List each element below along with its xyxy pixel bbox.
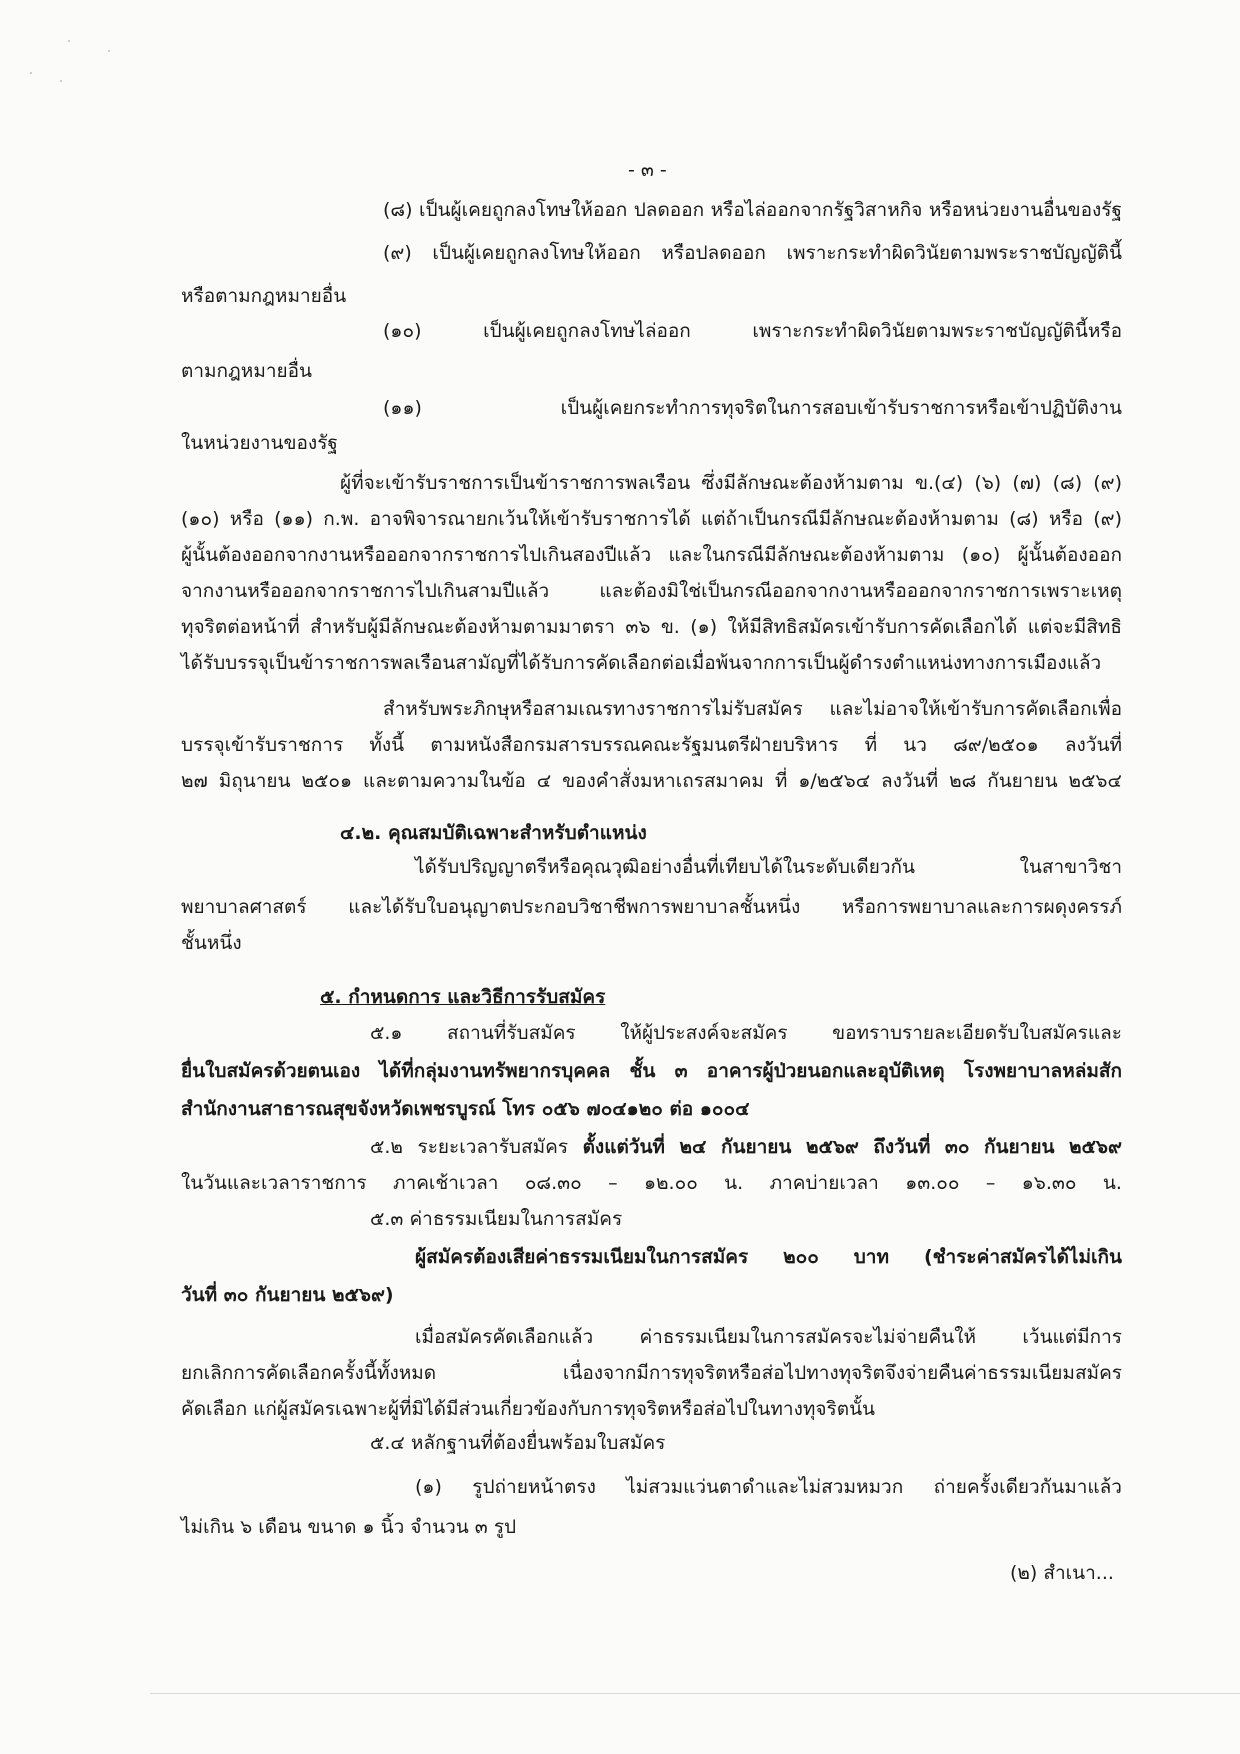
section-heading: ๕. กำหนดการ และวิธีการรับสมัคร bbox=[320, 986, 606, 1008]
text-line: ๕.๒ ระยะเวลารับสมัคร ตั้งแต่วันที่ ๒๔ กันยายน ๒๕๖๙ ถึงวันที่ ๓๐ กันยายน ๒๕๖๙ bbox=[370, 1136, 1122, 1158]
scan-speck bbox=[68, 40, 70, 42]
text-line: ๕.๔ หลักฐานที่ต้องยื่นพร้อมใบสมัคร bbox=[370, 1432, 666, 1454]
text-line: (๑๑) เป็นผู้เคยกระทำการทุจริตในการสอบเข้ารับราชการหรือเข้าปฏิบัติงาน bbox=[383, 397, 1122, 419]
text-line: ทุจริตต่อหน้าที่ สำหรับผู้มีลักษณะต้องห้ามตามมาตรา ๓๖ ข. (๑) ให้มีสิทธิสมัครเข้ารับการคัดเลือกได้ แต่จะมีสิทธิ bbox=[181, 616, 1122, 638]
text-line: ตามกฎหมายอื่น bbox=[181, 360, 313, 382]
text-line: ไม่เกิน ๖ เดือน ขนาด ๑ นิ้ว จำนวน ๓ รูป bbox=[181, 1516, 517, 1538]
text-line: ในวันและเวลาราชการ ภาคเช้าเวลา ๐๘.๓๐ – ๑๒.๐๐ น. ภาคบ่ายเวลา ๑๓.๐๐ – ๑๖.๓๐ น. bbox=[181, 1172, 1122, 1194]
text-line: สำนักงานสาธารณสุขจังหวัดเพชรบูรณ์ โทร ๐๕๖ ๗๐๔๑๒๐ ต่อ ๑๐๐๔ bbox=[181, 1098, 750, 1120]
text-line: เมื่อสมัครคัดเลือกแล้ว ค่าธรรมเนียมในการสมัครจะไม่จ่ายคืนให้ เว้นแต่มีการ bbox=[415, 1326, 1122, 1348]
text-line: ชั้นหนึ่ง bbox=[181, 932, 242, 954]
continuation-note: (๒) สำเนา... bbox=[1010, 1562, 1114, 1584]
text-line: (๙) เป็นผู้เคยถูกลงโทษให้ออก หรือปลดออก เพราะกระทำผิดวินัยตามพระราชบัญญัตินี้ bbox=[383, 242, 1122, 264]
text-line: ผู้นั้นต้องออกจากงานหรือออกจากราชการไปเกินสองปีแล้ว และในกรณีมีลักษณะต้องห้ามตาม (๑๐) ผู้นั้นต้องออก bbox=[181, 544, 1122, 566]
scan-speck bbox=[60, 80, 62, 82]
text-line: พยาบาลศาสตร์ และได้รับใบอนุญาตประกอบวิชาชีพการพยาบาลชั้นหนึ่ง หรือการพยาบาลและการผดุงครรภ์ bbox=[181, 896, 1122, 918]
text-line: (๘) เป็นผู้เคยถูกลงโทษให้ออก ปลดออก หรือไล่ออกจากรัฐวิสาหกิจ หรือหน่วยงานอื่นของรัฐ bbox=[383, 199, 1122, 221]
text-line: (๑๐) หรือ (๑๑) ก.พ. อาจพิจารณายกเว้นให้เข้ารับราชการได้ แต่ถ้าเป็นกรณีมีลักษณะต้องห้ามตาม (๘) หรือ (๙) bbox=[181, 508, 1122, 530]
page-number: - ๓ - bbox=[628, 159, 667, 181]
text-line: บรรจุเข้ารับราชการ ทั้งนี้ ตามหนังสือกรมสารบรรณคณะรัฐมนตรีฝ่ายบริหาร ที่ นว ๘๙/๒๕๐๑ ลงวันที่ bbox=[181, 734, 1122, 756]
scan-speck bbox=[108, 50, 110, 52]
text-line: ยื่นใบสมัครด้วยตนเอง ได้ที่กลุ่มงานทรัพยากรบุคคล ชั้น ๓ อาคารผู้ป่วยนอกและอุบัติเหตุ โรงพยาบาลหล่มสัก bbox=[181, 1060, 1122, 1082]
text-line: ๒๗ มิถุนายน ๒๕๐๑ และตามความในข้อ ๔ ของคำสั่งมหาเถรสมาคม ที่ ๑/๒๕๖๔ ลงวันที่ ๒๘ กันยายน ๒๕๖๔ bbox=[181, 770, 1122, 792]
text-line: (๑) รูปถ่ายหน้าตรง ไม่สวมแว่นตาดำและไม่สวมหมวก ถ่ายครั้งเดียวกันมาแล้ว bbox=[415, 1476, 1122, 1498]
text-line: ในหน่วยงานของรัฐ bbox=[181, 432, 338, 454]
scan-edge-line bbox=[150, 1693, 1240, 1694]
section-heading: ๔.๒. คุณสมบัติเฉพาะสำหรับตำแหน่ง bbox=[340, 822, 647, 844]
text-line: หรือตามกฎหมายอื่น bbox=[181, 285, 347, 307]
text-line: วันที่ ๓๐ กันยายน ๒๕๖๙) bbox=[181, 1284, 394, 1306]
text-line: ได้รับบรรจุเป็นข้าราชการพลเรือนสามัญที่ได้รับการคัดเลือกต่อเมื่อพ้นจากการเป็นผู้ดำรงตำแหน่งทางการเมืองแล้ว bbox=[181, 652, 1102, 674]
text-line: ๕.๑ สถานที่รับสมัคร ให้ผู้ประสงค์จะสมัคร ขอทราบรายละเอียดรับใบสมัครและ bbox=[370, 1022, 1122, 1044]
text-line: (๑๐) เป็นผู้เคยถูกลงโทษไล่ออก เพราะกระทำผิดวินัยตามพระราชบัญญัตินี้หรือ bbox=[383, 320, 1122, 342]
text-line: ผู้สมัครต้องเสียค่าธรรมเนียมในการสมัคร ๒๐๐ บาท (ชำระค่าสมัครได้ไม่เกิน bbox=[415, 1246, 1122, 1268]
text-line: คัดเลือก แก่ผู้สมัครเฉพาะผู้ที่มิได้มีส่วนเกี่ยวข้องกับการทุจริตหรือส่อไปในทางทุจริตนั้น bbox=[181, 1398, 876, 1420]
text-line: ผู้ที่จะเข้ารับราชการเป็นข้าราชการพลเรือน ซึ่งมีลักษณะต้องห้ามตาม ข.(๔) (๖) (๗) (๘) (๙) bbox=[340, 472, 1122, 494]
text-line: ๕.๓ ค่าธรรมเนียมในการสมัคร bbox=[370, 1208, 623, 1230]
text-line: สำหรับพระภิกษุหรือสามเณรทางราชการไม่รับสมัคร และไม่อาจให้เข้ารับการคัดเลือกเพื่อ bbox=[383, 698, 1122, 720]
scan-speck bbox=[30, 72, 32, 74]
text-line: ได้รับปริญญาตรีหรือคุณวุฒิอย่างอื่นที่เทียบได้ในระดับเดียวกัน ในสาขาวิชา bbox=[415, 856, 1122, 878]
text-line: ยกเลิกการคัดเลือกครั้งนี้ทั้งหมด เนื่องจากมีการทุจริตหรือส่อไปทางทุจริตจึงจ่ายคืนค่าธรรมเนียมสมัคร bbox=[181, 1362, 1122, 1384]
text-line: จากงานหรือออกจากราชการไปเกินสามปีแล้ว และต้องมิใช่เป็นกรณีออกจากงานหรือออกจากราชการเพราะเหตุ bbox=[181, 580, 1122, 602]
